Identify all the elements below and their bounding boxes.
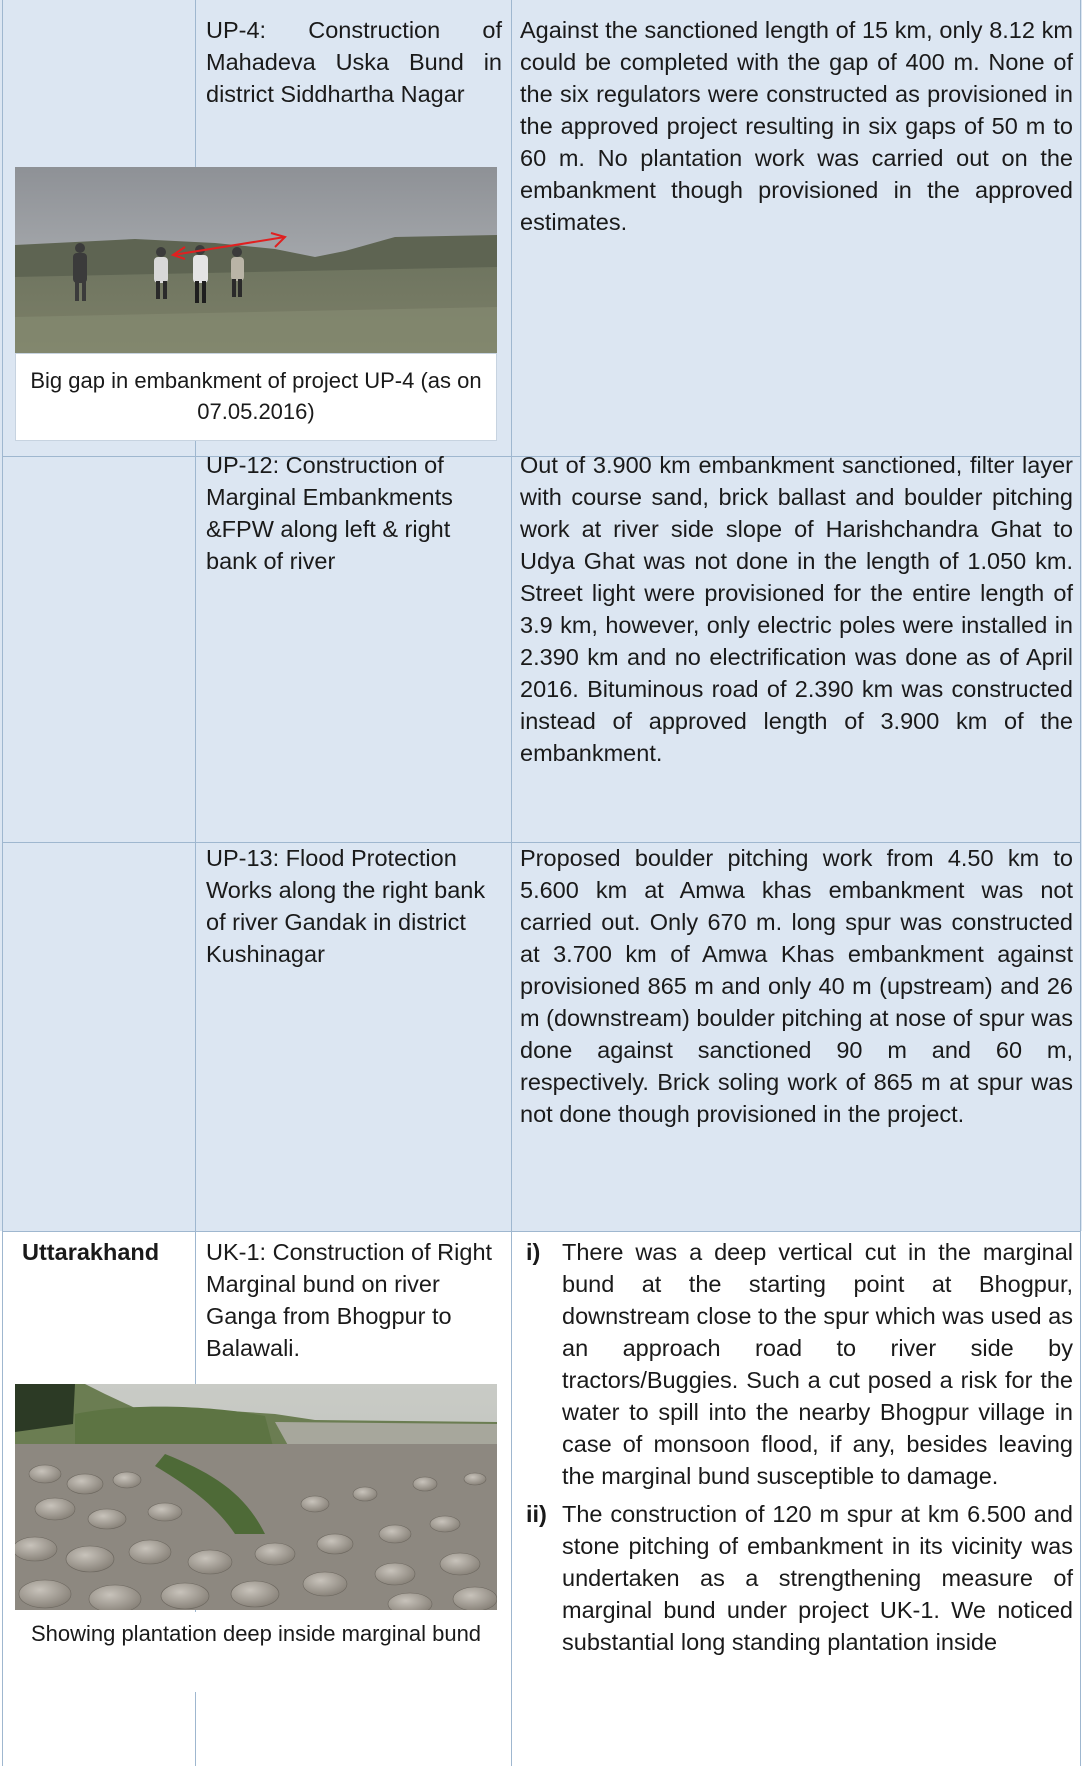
project-up4: UP-4: Construction of Mahadeva Uska Bund in district Siddhartha Nagar — [206, 17, 502, 107]
project-up13: UP-13: Flood Protection Works along the right bank of river Gandak in district Kushinagar — [206, 845, 486, 967]
state-uttarakhand: Uttarakhand — [22, 1239, 160, 1265]
finding-text: The construction of 120 m spur at km 6.500 and stone pitching of embankment in its vicinity was undertaken as a strengthening measure of marginal bund under project UK-1. We noticed substantial long standing plantation inside — [562, 1501, 1073, 1655]
finding-item — [520, 1498, 1073, 1658]
finding-text: There was a deep vertical cut in the marginal bund at the starting point at Bhogpur, downstream close to the spur which was used as an approach road to river side by tractors/Buggies. Such a cut posed a risk for the water to spill into the nearby Bhogpur village in case of monsoon flood, if any, besides leaving the marginal bund susceptible to damage. — [562, 1239, 1073, 1489]
photo-caption-uk1: Showing plantation deep inside marginal bund — [15, 1612, 497, 1692]
finding-up13: Proposed boulder pitching work from 4.50 km to 5.600 km at Amwa khas embankment was not carried out. Only 670 m. long spur was constructed at 3.700 km of Amwa Khas embankment against provisioned 865 m and only 40 m (upstream) and 26 m (downstream) boulder pitching at nose of spur was done against sanctioned 90 m and 60 m, respectively. Brick soling work of 865 m at spur was not done though provisioned in the project. — [520, 845, 1073, 1127]
project-up12: UP-12: Construction of Marginal Embankments &FPW along left & right bank of river — [206, 452, 453, 574]
finding-number: ii) — [526, 1501, 547, 1527]
embankment-gap-photo — [15, 167, 497, 353]
finding-number: i) — [526, 1239, 541, 1265]
marginal-bund-plantation-photo — [15, 1384, 497, 1610]
photo-caption-up4: Big gap in embankment of project UP-4 (as on 07.05.2016) — [15, 353, 497, 441]
project-uk1: UK-1: Construction of Right Marginal bund on river Ganga from Bhogpur to Balawali. — [206, 1239, 493, 1361]
finding-up4: Against the sanctioned length of 15 km, only 8.12 km could be completed with the gap of 400 m. None of the six regulators were constructed as provisioned in the approved project resulting in six gaps of 50 m to 60 m. No plantation work was carried out on the embankment though provisioned in the approved estimates. — [520, 17, 1073, 235]
finding-item — [520, 1236, 1073, 1492]
findings-list-uk1 — [520, 1236, 1073, 1658]
finding-up12: Out of 3.900 km embankment sanctioned, filter layer with course sand, brick ballast and boulder pitching work at river side slope of Harishchandra Ghat to Udya Ghat was not done in the length of 1.050 km. Street light were provisioned for the entire length of 3.9 km, however, only electric poles were installed in 2.390 km and no electrification was done as of April 2016. Bituminous road of 2.390 km was constructed instead of approved length of 3.900 km of the embankment. — [520, 452, 1073, 766]
